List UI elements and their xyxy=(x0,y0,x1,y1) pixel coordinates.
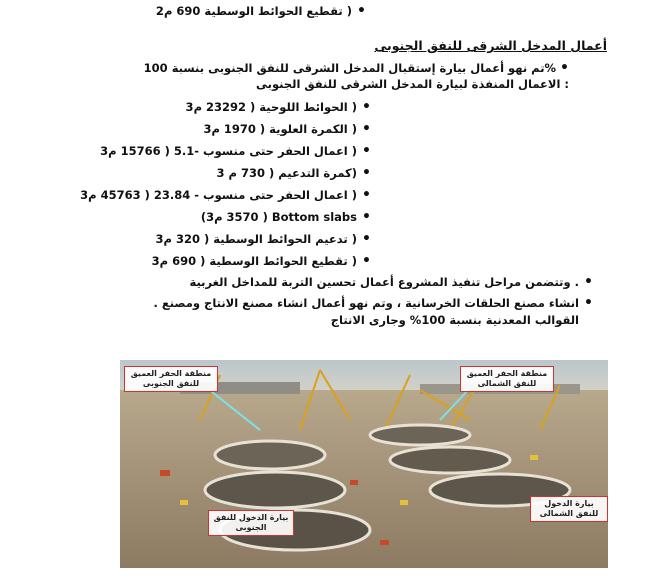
works-item: • ( الحوائط اللوحية ( 23292 م3 xyxy=(80,96,371,118)
label-north-entry-shaft: بيارة الدخول للنفق الشمالى xyxy=(530,496,608,522)
label-north-deep-excavation: منطقة الحفر العميق للنفق الشمالى xyxy=(460,366,554,392)
works-item: • (كمرة التدعيم ( 730 م 3 xyxy=(80,162,371,184)
notes-item: • انشاء مصنع الحلقات الخرسانية ، وتم نهو أعمال انشاء مصنع الانتاج ومصنع . القوالب المعدنية بنسبة 100% وجارى الانتاج xyxy=(149,295,593,329)
works-item: • ( الكمرة العلوية ( 1970 م3 xyxy=(80,118,371,140)
label-south-deep-excavation: منطقة الحفر العميق للنفق الجنوبى xyxy=(124,366,218,392)
works-item: • Bottom slabs ( 3570 م3) xyxy=(80,206,371,228)
works-item: • ( تقطيع الحوائط الوسطية ( 690 م3 xyxy=(80,250,371,272)
top-bullet-list xyxy=(156,0,366,22)
works-item: • ( اعمال الحفر حتى منسوب - 23.84 ( 45763 م3 xyxy=(80,184,371,206)
works-list xyxy=(80,96,371,272)
works-item: • ( تدعيم الحوائط الوسطية ( 320 م3 xyxy=(80,228,371,250)
intro-line-1: %تم نهو أعمال بيارة إستقبال المدخل الشرقى للنفق الجنوبى بنسبة 100 xyxy=(143,61,557,75)
label-south-entry-shaft: بيارة الدخول للنفق الجنوبى xyxy=(208,510,294,536)
construction-site-photo xyxy=(120,360,608,568)
top-bullet-item: • ( تقطيع الحوائط الوسطية 690 م2 xyxy=(156,0,366,22)
bullet-icon: • xyxy=(560,60,569,76)
notes-list xyxy=(149,274,593,333)
intro-line-2: : الاعمال المنفذة لبيارة المدخل الشرقى للنفق الجنوبى xyxy=(256,77,569,91)
notes-item: • . وتتضمن مراحل تنفيذ المشروع أعمال تحسين التربة للمداخل الغربية xyxy=(149,274,593,291)
intro-paragraph xyxy=(99,60,569,92)
section-heading: أعمال المدخل الشرقى للنفق الجنوبى xyxy=(374,38,607,53)
works-item: • ( اعمال الحفر حتى منسوب -5.1 ( 15766 م3 xyxy=(80,140,371,162)
